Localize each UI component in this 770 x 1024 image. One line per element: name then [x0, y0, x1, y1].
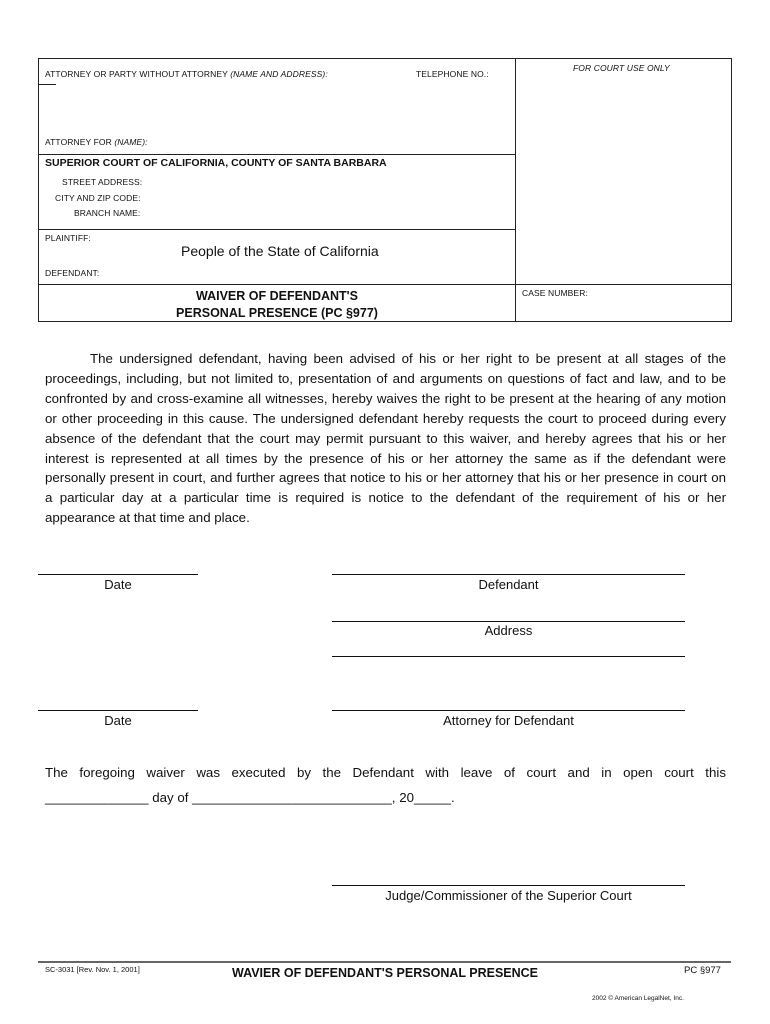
- attorney-label: Attorney for Defendant: [443, 713, 574, 728]
- form-title: WAIVER OF DEFENDANT'S PERSONAL PRESENCE (PC §977): [176, 289, 378, 320]
- footer-rule: [38, 961, 731, 963]
- date-line-2: [38, 710, 198, 711]
- address-label: Address: [484, 623, 533, 638]
- street-address-label: STREET ADDRESS:: [62, 177, 143, 187]
- attorney-for-label: ATTORNEY FOR (NAME):: [45, 137, 148, 147]
- branch-name-label: BRANCH NAME:: [74, 208, 141, 218]
- address-line-2: [332, 656, 685, 657]
- judge-signature-line: [332, 885, 685, 886]
- city-zip-label: CITY AND ZIP CODE:: [55, 193, 141, 203]
- plaintiff-value: People of the State of California: [181, 243, 379, 259]
- court-use-label: FOR COURT USE ONLY: [573, 63, 670, 73]
- attorney-signature-line: [332, 710, 685, 711]
- plaintiff-label: PLAINTIFF:: [45, 233, 91, 243]
- judge-label: Judge/Commissioner of the Superior Court: [385, 888, 632, 903]
- date-label-2: Date: [104, 713, 132, 728]
- date-line-1: [38, 574, 198, 575]
- footer-code: PC §977: [684, 965, 721, 976]
- executed-line-2: ______________ day of ___________________________, 20_____.: [45, 790, 455, 805]
- case-number-label: CASE NUMBER:: [522, 288, 588, 298]
- footer-title: WAVIER OF DEFENDANT'S PERSONAL PRESENCE: [232, 966, 539, 980]
- copyright: 2002 © American LegalNet, Inc.: [592, 995, 684, 1002]
- defendant-label: Defendant: [478, 577, 539, 592]
- waiver-paragraph: The undersigned defendant, having been advised of his or her right to be present at all stages of the proceedings, including, but not limited to, presentation of and arguments on questions of fact and law, and to be confronted by and cross-examine all witnesses, hereby waives the right to be present at the hearing of any motion or other proceeding in this cause. The undersigned defendant hereby requests the court to proceed during every absence of the defendant that the court may permit pursuant to this waiver, and hereby agrees that his or her interest is represented at all times by the presence of his or her attorney the same as if the defendant were personally present in court, and further agrees that notice to his or her attorney that his or her presence in court on a particular day at a particular time is required is notice to the defendant of the requirement of his or her appearance at that time and place.: [45, 351, 726, 526]
- defendant-signature-line: [332, 574, 685, 575]
- court-name: SUPERIOR COURT OF CALIFORNIA, COUNTY OF SANTA BARBARA: [45, 157, 387, 169]
- address-line-1: [332, 621, 685, 622]
- defendant-label: DEFENDANT:: [45, 268, 100, 278]
- telephone-label: TELEPHONE NO.:: [416, 69, 489, 79]
- executed-line-1: The foregoing waiver was executed by the Defendant with leave of court and in open court this: [45, 765, 726, 780]
- date-label-1: Date: [104, 577, 132, 592]
- attorney-label: ATTORNEY OR PARTY WITHOUT ATTORNEY (NAME AND ADDRESS):: [45, 69, 328, 79]
- form-id: SC-3031 [Rev. Nov. 1, 2001]: [45, 965, 140, 974]
